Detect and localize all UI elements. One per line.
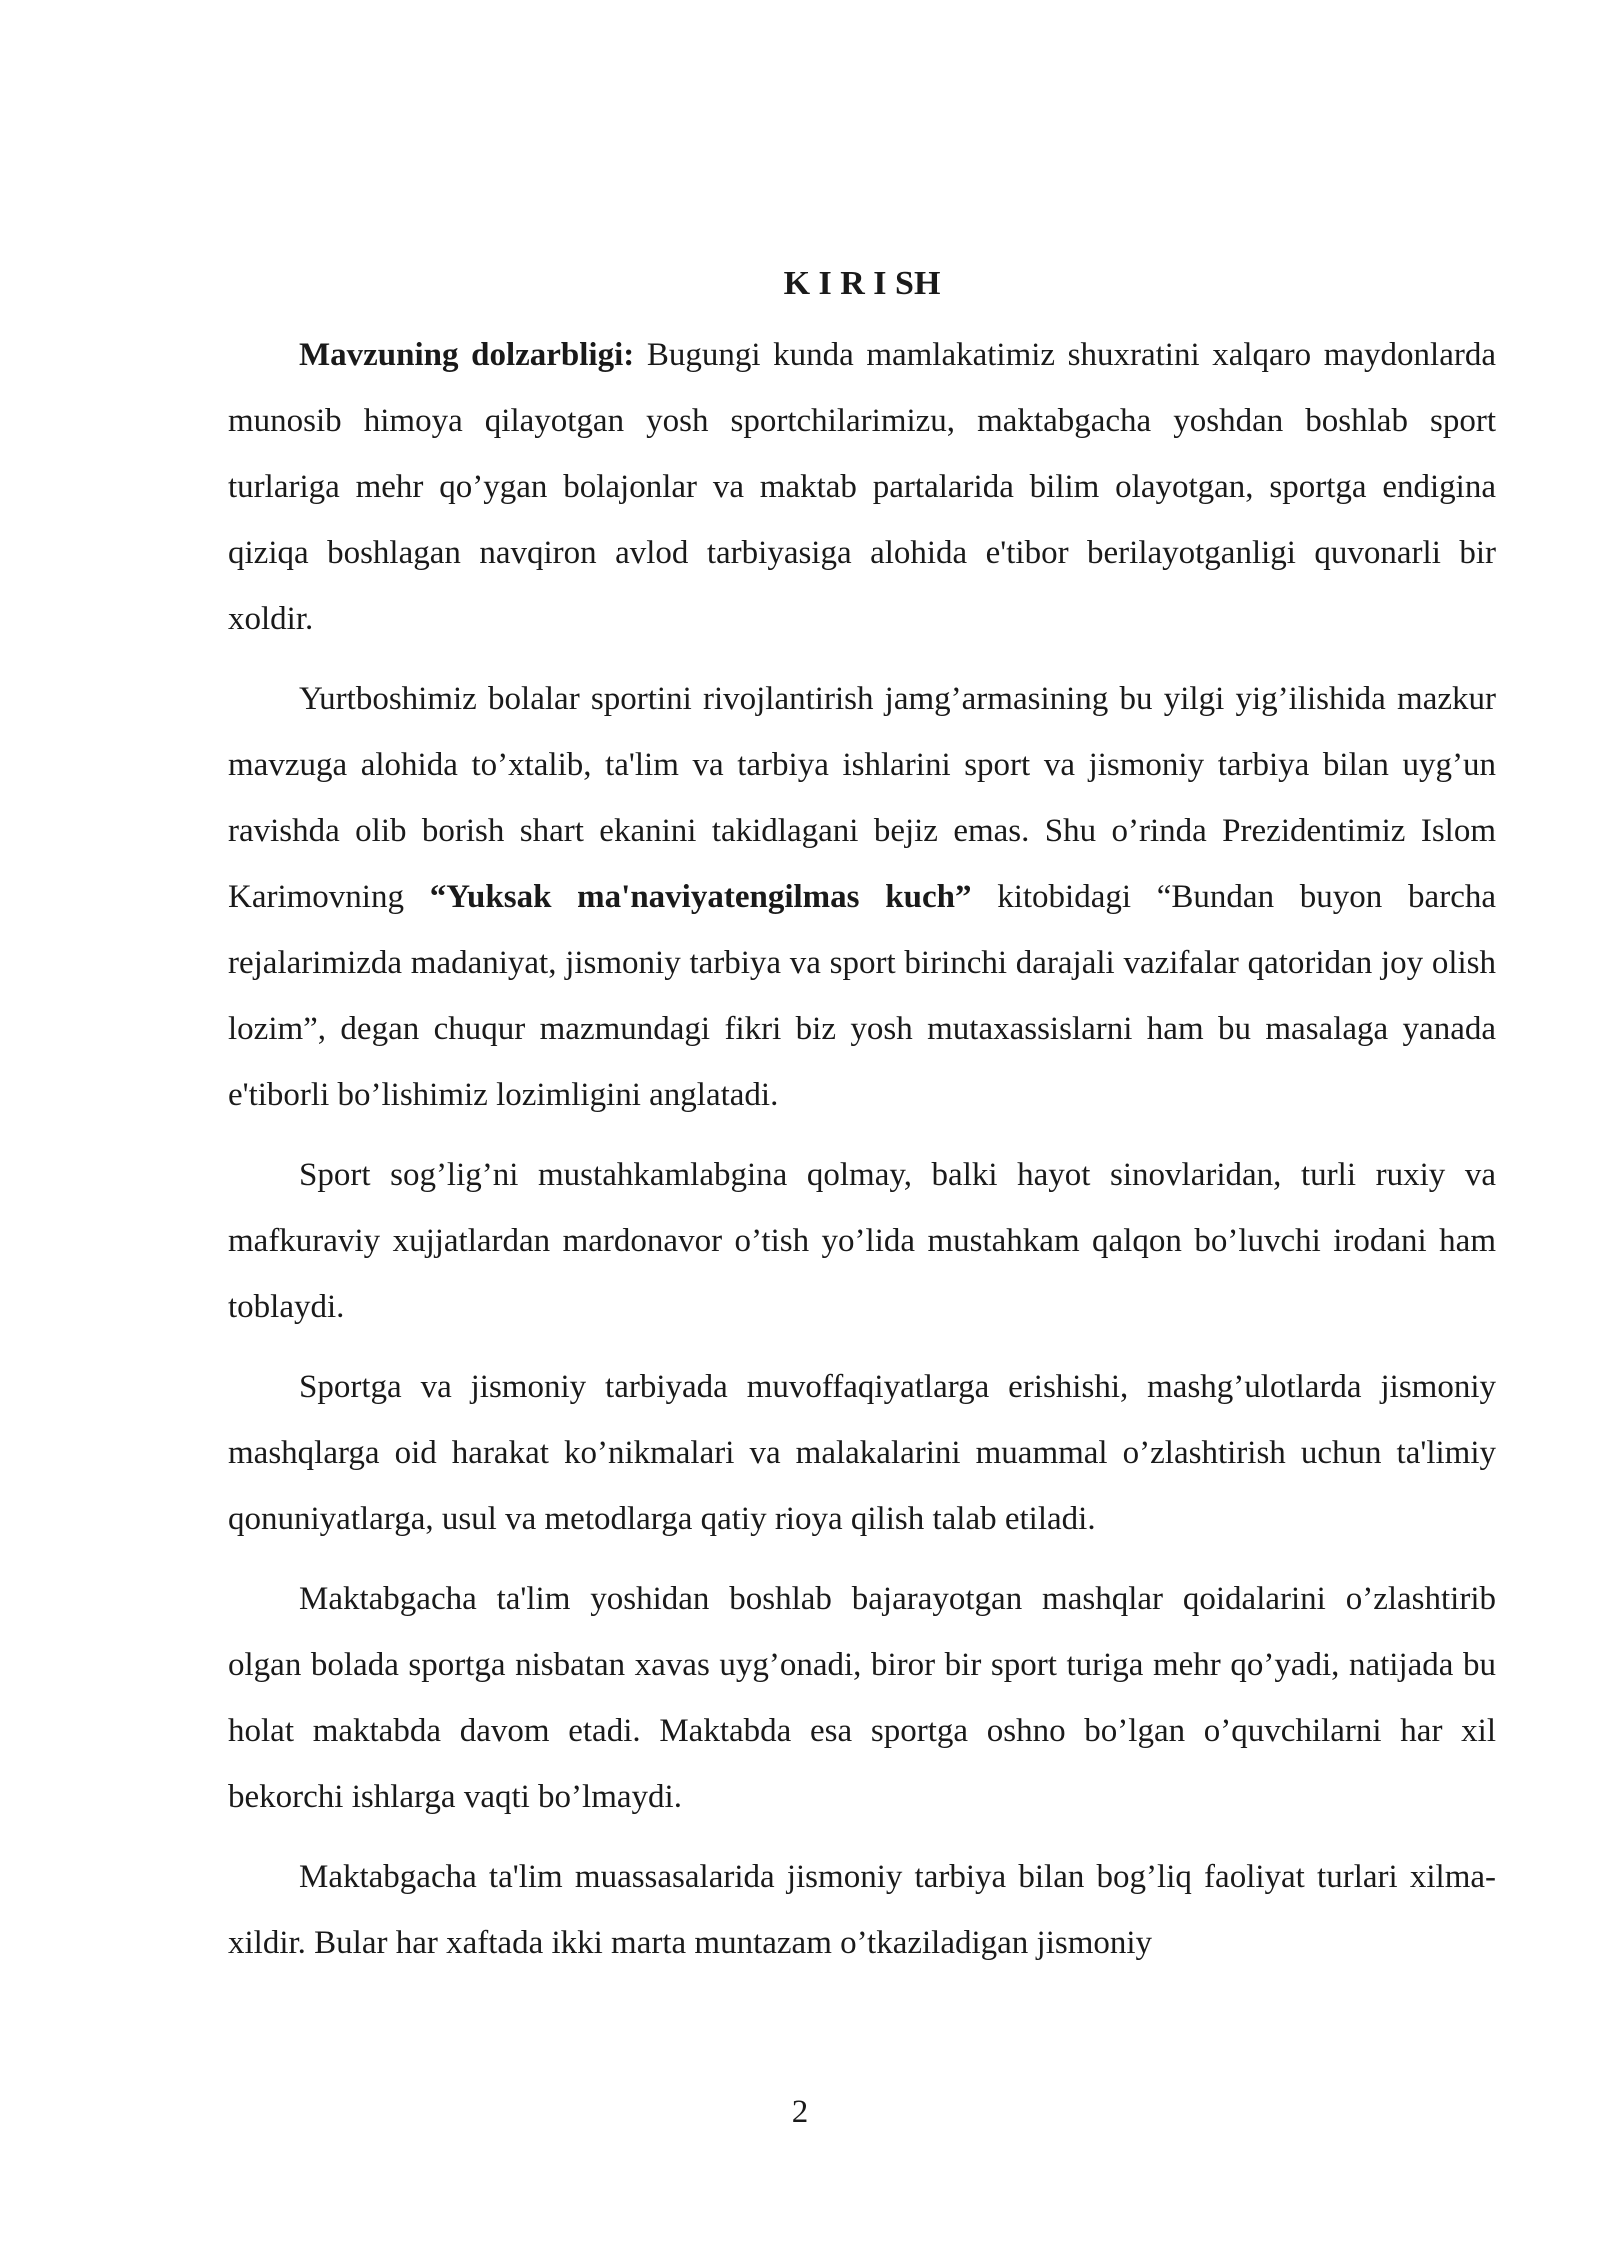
book-title-bold: “Yuksak ma'naviyatengilmas kuch” [429,879,972,915]
paragraph-text-before: Yurtboshimiz bolalar sportini rivojlantirish jamg’armasining bu yilgi yig’ilishida mazkur mavzuga alohida to’xtalib, ta'lim va tarbiya ishlarini sport va jismoniy tarbiya bilan uyg’un ravishda olib borish shart ekanini takidlagani bejiz emas. Shu o’rinda Prezidentimiz Islom Karimovning [228,681,1496,915]
paragraph-text: Bugungi kunda mamlakatimiz shuxratini xalqaro maydonlarda munosib himoya qilayotgan yosh sportchilarimizu, maktabgacha yoshdan boshlab sport turlariga mehr qo’ygan bolajonlar va maktab partalarida bilim olayotgan, sportga endigina qiziqa boshlagan navqiron avlod tarbiyasiga alohida e'tibor berilayotganligi quvonarli bir xoldir. [228,337,1497,637]
document-page [228,258,1496,1990]
paragraph-preschool: Maktabgacha ta'lim yoshidan boshlab bajarayotgan mashqlar qoidalarini o’zlashtirib olgan bolada sportga nisbatan xavas uyg’onadi, biror bir sport turiga mehr qo’yadi, natijada bu holat maktabda davom etadi. Maktabda esa sportga oshno bo’lgan o’quvchilarni har xil bekorchi ishlarga vaqti bo’lmaydi. [228,1581,1496,1815]
paragraph-sport-health: Sport sog’lig’ni mustahkamlabgina qolmay, balki hayot sinovlaridan, turli ruxiy va mafkuraviy xujjatlardan mardonavor o’tish yo’lida mustahkam qalqon bo’luvchi irodani ham toblaydi. [228,1157,1496,1325]
paragraph-preschool-activities: Maktabgacha ta'lim muassasalarida jismoniy tarbiya bilan bog’liq faoliyat turlari xilma-xildir. Bular har xaftada ikki marta muntazam o’tkaziladigan jismoniy [228,1859,1496,1961]
page-number: 2 [791,2094,809,2130]
paragraph-sport-success: Sportga va jismoniy tarbiyada muvoffaqiyatlarga erishishi, mashg’ulotlarda jismoniy mashqlarga oid harakat ko’nikmalari va malakalarini muammal o’zlashtirish uchun ta'limiy qonuniyatlarga, usul va metodlarga qatiy rioya qilish talab etiladi. [228,1369,1496,1537]
paragraph-president [228,666,1496,1128]
document-title: K I R I SH [783,265,941,302]
paragraph-relevance [228,322,1496,652]
paragraph-lead-bold: Mavzuning dolzarbligi: [299,337,635,373]
paragraph-text-after: kitobidagi “Bundan buyon barcha rejalarimizda madaniyat, jismoniy tarbiya va sport birinchi darajali vazifalar qatoridan joy olish lozim”, degan chuqur mazmundagi fikri biz yosh mutaxassislarni ham bu masalaga yanada e'tiborli bo’lishimiz lozimligini anglatadi. [228,879,1496,1113]
